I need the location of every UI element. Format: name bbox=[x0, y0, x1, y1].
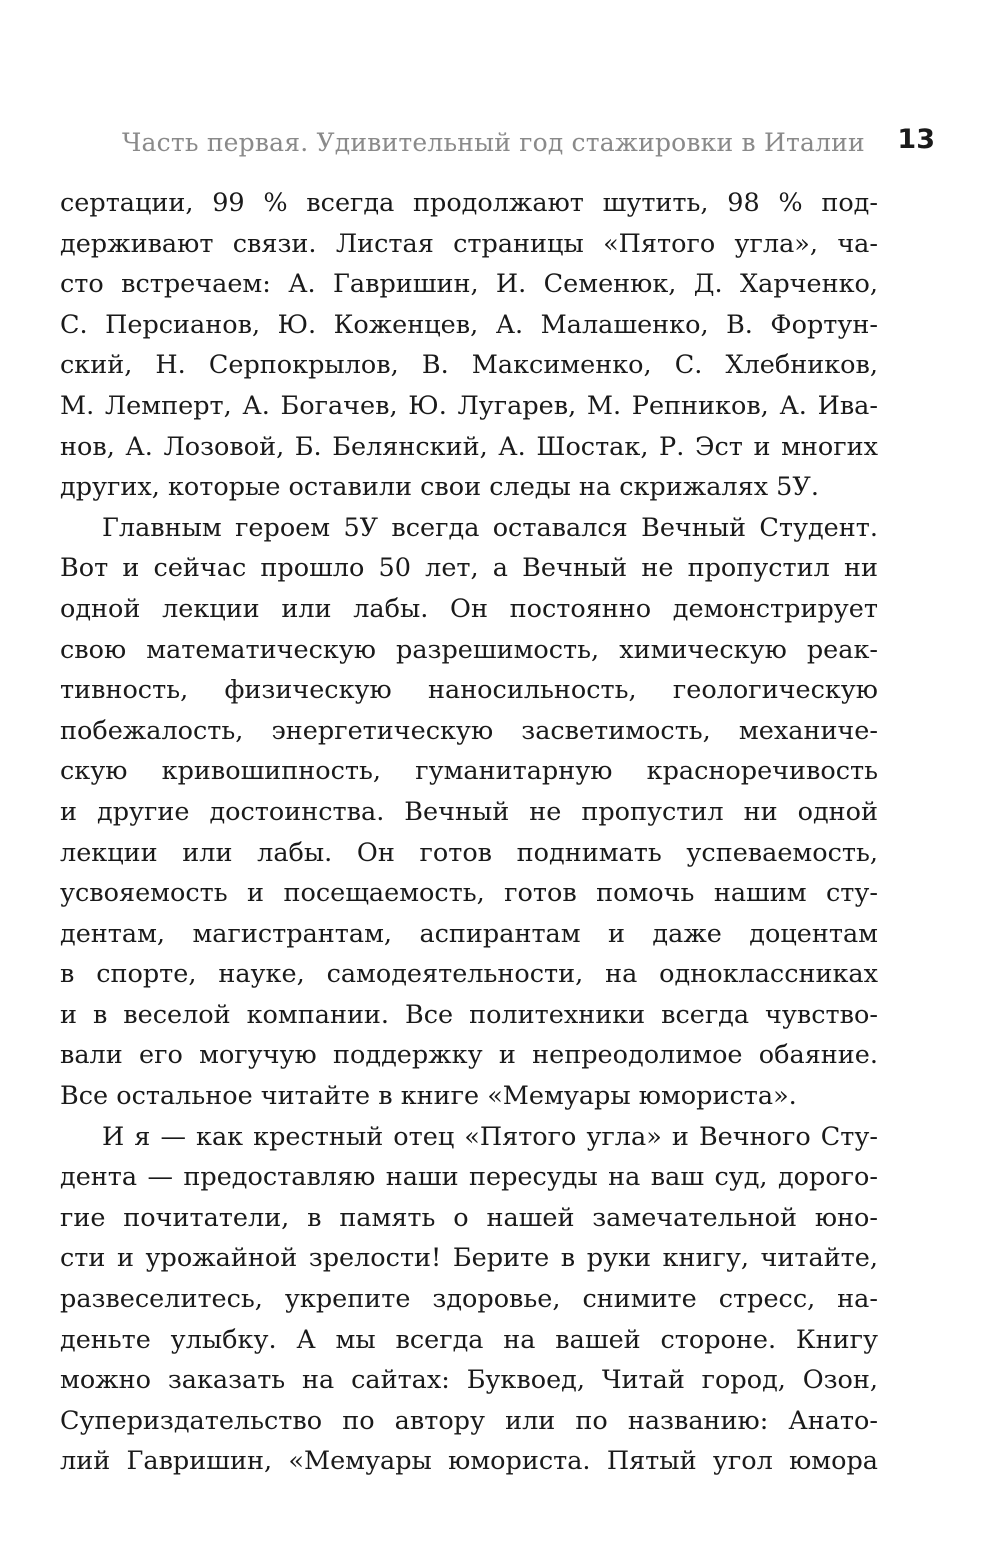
text-line: развеселитесь, укрепите здоровье, снимите стресс, на- bbox=[60, 1284, 878, 1315]
paragraph-2 bbox=[60, 508, 878, 1117]
text-line: скую кривошипность, гуманитарную красноречивость bbox=[60, 756, 878, 787]
body-text bbox=[60, 183, 878, 1482]
text-line: лий Гавришин, «Мемуары юмориста. Пятый угол юмора bbox=[60, 1446, 878, 1477]
text-line: и в веселой компании. Все политехники всегда чувство- bbox=[60, 999, 878, 1030]
text-line: тивность, физическую наносильность, геологическую bbox=[60, 675, 878, 706]
text-line: свою математическую разрешимость, химическую реак- bbox=[60, 634, 878, 665]
text-line: побежалость, энергетическую засветимость, механиче- bbox=[60, 715, 878, 746]
text-line: ский, Н. Серпокрылов, В. Максименко, С. Хлебников, bbox=[60, 350, 878, 381]
text-line: дента — предоставляю наши пересуды на ваш суд, дорого- bbox=[60, 1162, 878, 1193]
text-line: сти и урожайной зрелости! Берите в руки книгу, читайте, bbox=[60, 1243, 878, 1274]
running-header bbox=[110, 118, 935, 162]
text-line: в спорте, науке, самодеятельности, на одноклассниках bbox=[60, 959, 878, 990]
text-line: деньте улыбку. А мы всегда на вашей стороне. Книгу bbox=[60, 1324, 878, 1355]
text-line: Вот и сейчас прошло 50 лет, а Вечный не пропустил ни bbox=[60, 553, 878, 584]
running-title: Часть первая. Удивительный год стажировки в Италии bbox=[122, 128, 865, 157]
text-line: усвояемость и посещаемость, готов помочь нашим сту- bbox=[60, 878, 878, 909]
text-line: держивают связи. Листая страницы «Пятого угла», ча- bbox=[60, 228, 878, 259]
text-line: вали его могучую поддержку и непреодолимое обаяние. bbox=[60, 1040, 878, 1071]
text-line: М. Лемперт, А. Богачев, Ю. Лугарев, М. Репников, А. Ива- bbox=[60, 390, 878, 421]
text-line: Супериздательство по автору или по названию: Анато- bbox=[60, 1405, 878, 1436]
text-line: других, которые оставили свои следы на скрижалях 5У. bbox=[60, 472, 819, 503]
paragraph-3 bbox=[60, 1117, 878, 1482]
text-line: можно заказать на сайтах: Буквоед, Читай город, Озон, bbox=[60, 1365, 878, 1396]
text-line: нов, А. Лозовой, Б. Белянский, А. Шостак, Р. Эст и многих bbox=[60, 431, 878, 462]
text-line: лекции или лабы. Он готов поднимать успеваемость, bbox=[60, 837, 878, 868]
text-line: сто встречаем: А. Гавришин, И. Семенюк, Д. Харченко, bbox=[60, 269, 878, 300]
paragraph-1 bbox=[60, 183, 878, 508]
text-line: сертации, 99 % всегда продолжают шутить, 98 % под- bbox=[60, 188, 878, 218]
page-number: 13 bbox=[897, 124, 935, 155]
text-line: И я — как крестный отец «Пятого угла» и Вечного Сту- bbox=[102, 1121, 878, 1152]
text-line: дентам, магистрантам, аспирантам и даже доцентам bbox=[60, 918, 878, 949]
text-line: С. Персианов, Ю. Коженцев, А. Малашенко, В. Фортун- bbox=[60, 309, 878, 340]
text-line: и другие достоинства. Вечный не пропустил ни одной bbox=[60, 796, 878, 827]
text-line: гие почитатели, в память о нашей замечательной юно- bbox=[60, 1202, 878, 1233]
text-line: Главным героем 5У всегда оставался Вечный Студент. bbox=[102, 512, 878, 543]
text-line: одной лекции или лабы. Он постоянно демонстрирует bbox=[60, 593, 878, 624]
text-line: Все остальное читайте в книге «Мемуары юмориста». bbox=[60, 1081, 797, 1112]
